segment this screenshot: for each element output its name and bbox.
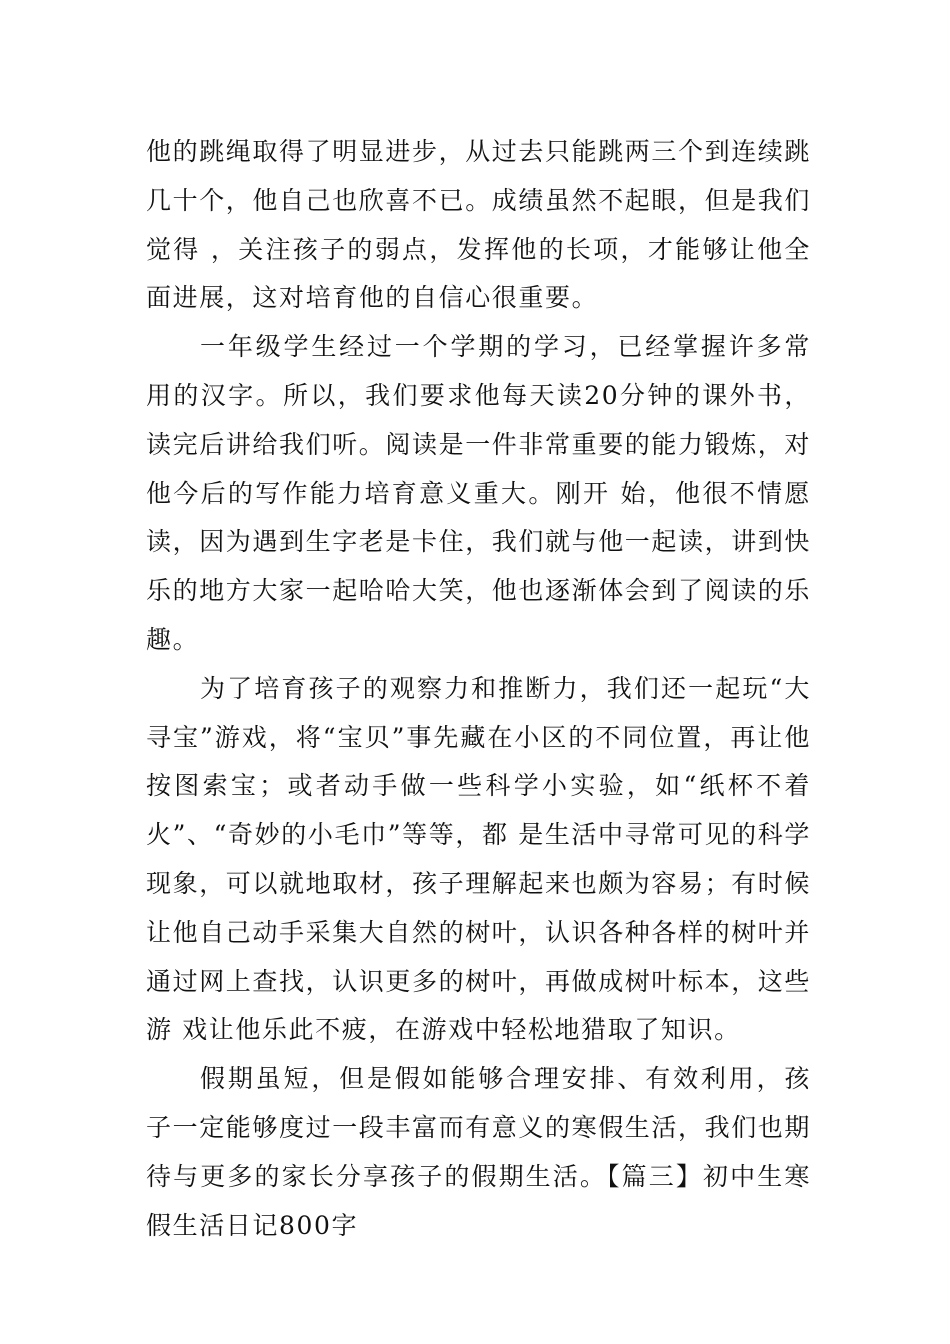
paragraph-jump-rope: 他的跳绳取得了明显进步，从过去只能跳两三个到连续跳几十个，他自己也欣喜不已。成绩虽然不起眼，但是我们觉得 ，关注孩子的弱点，发挥他的长项，才能够让他全面进展，这对培育他的自信心很重要。 bbox=[146, 137, 812, 313]
document-body bbox=[146, 128, 811, 1250]
paragraph-holiday-summary: 假期虽短，但是假如能够合理安排、有效利用，孩子一定能够度过一段丰富而有意义的寒假生活，我们也期待与更多的家长分享孩子的假期生活。【篇三】初中生寒假生活日记800字 bbox=[146, 1064, 812, 1240]
paragraph-treasure-hunt: 为了培育孩子的观察力和推断力，我们还一起玩“大寻宝”游戏，将“宝贝”事先藏在小区的不同位置，再让他按图索宝；或者动手做一些科学小实验，如“纸杯不着火”、“奇妙的小毛巾”等等，都 是生活中寻常可见的科学现象，可以就地取材，孩子理解起来也颇为容易；有时候让他自己动手采集大自然的树叶，认识各种各样的树叶并通过网上查找，认识更多的树叶，再做成树叶标本，这些游 戏让他乐此不疲，在游戏中轻松地猎取了知识。 bbox=[146, 673, 812, 1045]
paragraph-reading: 一年级学生经过一个学期的学习，已经掌握许多常用的汉字。所以，我们要求他每天读20分钟的课外书，读完后讲给我们听。阅读是一件非常重要的能力锻炼，对他今后的写作能力培育意义重大。刚开 始，他很不情愿读，因为遇到生字老是卡住，我们就与他一起读，讲到快乐的地方大家一起哈哈大笑，他也逐渐体会到了阅读的乐趣。 bbox=[146, 332, 812, 654]
